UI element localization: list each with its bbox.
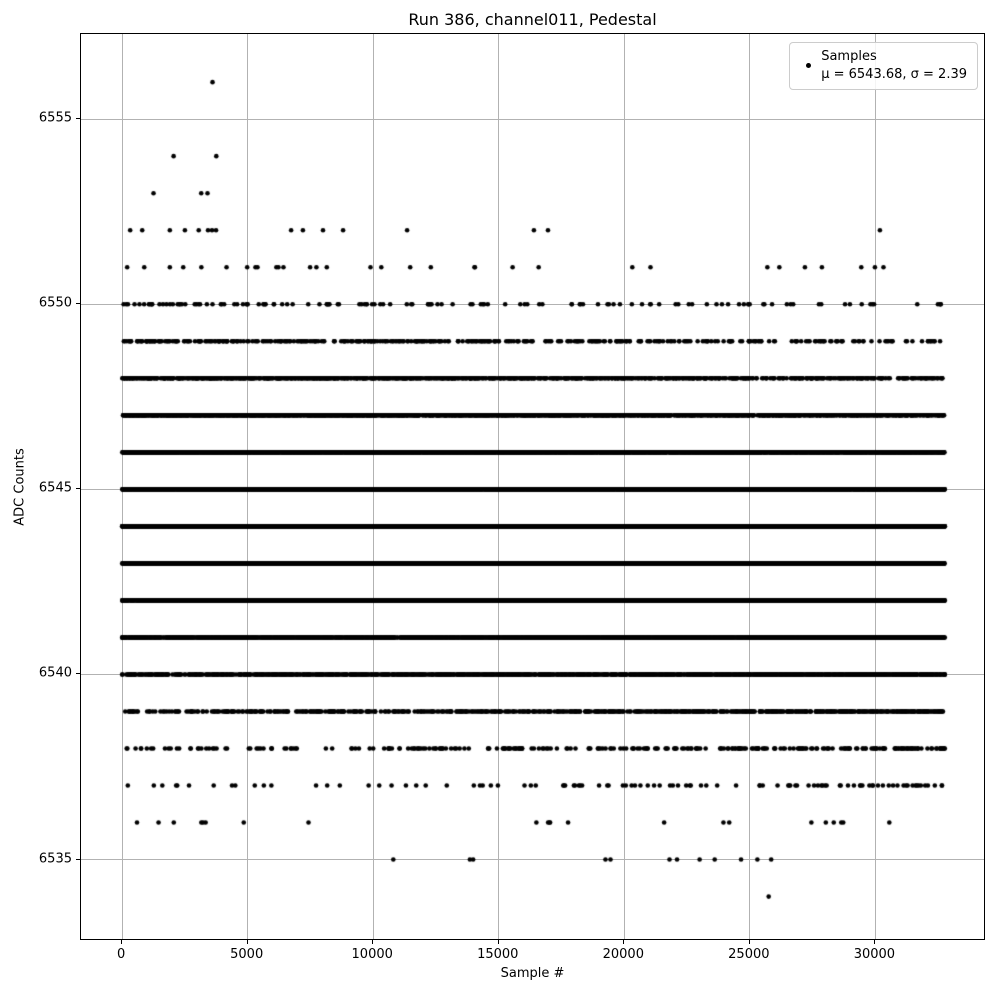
- x-tick-mark: [247, 940, 248, 944]
- plot-area: [80, 33, 985, 940]
- x-tick-mark: [121, 940, 122, 944]
- y-tick-label: 6535: [38, 851, 72, 867]
- legend-label-stats: μ = 6543.68, σ = 2.39: [821, 66, 967, 82]
- y-tick-label: 6550: [38, 295, 72, 311]
- y-tick-mark: [76, 118, 80, 119]
- x-tick-label: 30000: [853, 947, 896, 962]
- x-tick-label: 20000: [602, 947, 644, 962]
- x-tick-mark: [372, 940, 373, 944]
- x-tick-label: 0: [116, 947, 126, 962]
- y-axis-label: ADC Counts: [12, 448, 28, 526]
- y-tick-label: 6545: [38, 480, 72, 496]
- x-tick-mark: [623, 940, 624, 944]
- x-tick-label: 25000: [728, 947, 770, 962]
- x-tick-label: 15000: [477, 947, 519, 962]
- y-tick-label: 6540: [38, 665, 72, 681]
- y-tick-mark: [76, 673, 80, 674]
- x-tick-mark: [874, 940, 875, 944]
- y-tick-mark: [76, 859, 80, 860]
- x-tick-mark: [749, 940, 750, 944]
- plot-title: Run 386, channel011, Pedestal: [408, 10, 657, 29]
- x-tick-mark: [498, 940, 499, 944]
- y-tick-label: 6555: [38, 110, 72, 126]
- x-axis-label: Sample #: [500, 966, 565, 981]
- legend: [789, 42, 978, 90]
- x-tick-label: 5000: [230, 947, 264, 962]
- y-tick-mark: [76, 303, 80, 304]
- y-tick-mark: [76, 488, 80, 489]
- x-tick-label: 10000: [351, 947, 393, 962]
- scatter-points-canvas: [81, 34, 986, 941]
- legend-label-samples: Samples: [821, 49, 877, 64]
- legend-sample-marker-icon: [806, 63, 811, 68]
